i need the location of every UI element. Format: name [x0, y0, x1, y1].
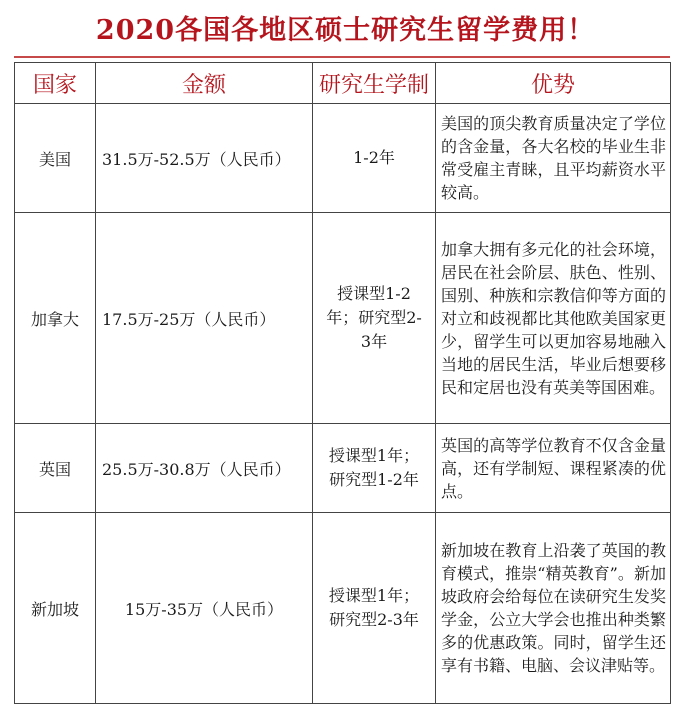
study-abroad-cost-table — [14, 62, 671, 704]
amount-cell: 25.5万-30.8万（人民币） — [96, 424, 313, 513]
duration-cell: 授课型1年；研究型2-3年 — [313, 513, 436, 704]
header-amount: 金额 — [96, 63, 313, 104]
amount-cell: 15万-35万（人民币） — [96, 513, 313, 704]
country-cell: 英国 — [15, 424, 96, 513]
advantage-cell: 新加坡在教育上沿袭了英国的教育模式，推崇“精英教育”。新加坡政府会给每位在读研究生发奖学金，公立大学会也推出种类繁多的优惠政策。同时，留学生还享有书籍、电脑、会议津贴等。 — [436, 513, 671, 704]
header-advantage: 优势 — [436, 63, 671, 104]
table-header-row — [15, 63, 671, 104]
page-title: 2020各国各地区硕士研究生留学费用！ — [95, 15, 596, 46]
amount-cell: 31.5万-52.5万（人民币） — [96, 104, 313, 213]
country-cell: 新加坡 — [15, 513, 96, 704]
duration-cell: 1-2年 — [313, 104, 436, 213]
duration-cell: 授课型1-2年；研究型2-3年 — [313, 213, 436, 424]
advantage-cell: 美国的顶尖教育质量决定了学位的含金量，各大名校的毕业生非常受雇主青睐，且平均薪资水平较高。 — [436, 104, 671, 213]
title-divider — [14, 56, 670, 58]
table-row — [15, 424, 671, 513]
table-row — [15, 213, 671, 424]
header-country: 国家 — [15, 63, 96, 104]
country-cell: 加拿大 — [15, 213, 96, 424]
header-duration: 研究生学制 — [313, 63, 436, 104]
advantage-cell: 英国的高等学位教育不仅含金量高，还有学制短、课程紧凑的优点。 — [436, 424, 671, 513]
table-row — [15, 104, 671, 213]
duration-cell: 授课型1年；研究型1-2年 — [313, 424, 436, 513]
amount-cell: 17.5万-25万（人民币） — [96, 213, 313, 424]
country-cell: 美国 — [15, 104, 96, 213]
advantage-cell: 加拿大拥有多元化的社会环境，居民在社会阶层、肤色、性别、国别、种族和宗教信仰等方面的对立和歧视都比其他欧美国家更少，留学生可以更加容易地融入当地的居民生活，毕业后想要移民和定居也没有英美等国困难。 — [436, 213, 671, 424]
table-row — [15, 513, 671, 704]
